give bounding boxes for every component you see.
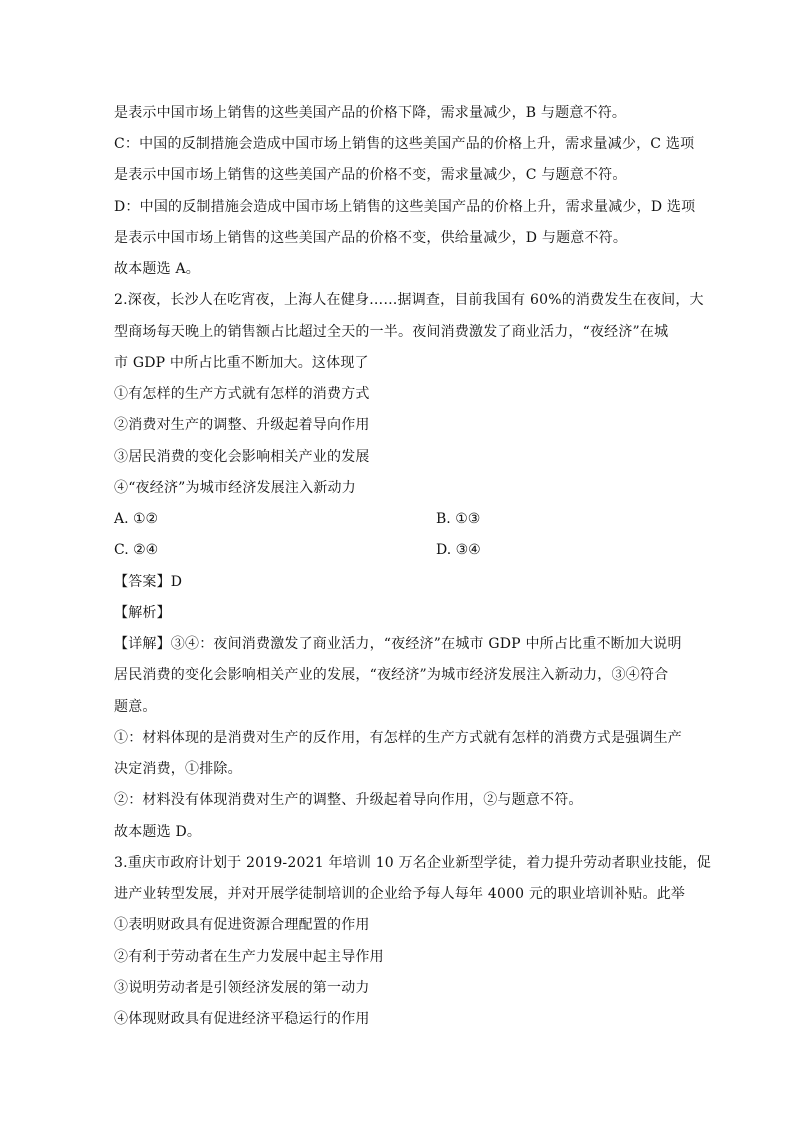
text-line: C：中国的反制措施会造成中国市场上销售的这些美国产品的价格上升，需求量减少，C 选项 [114,136,695,152]
text-line: D：中国的反制措施会造成中国市场上销售的这些美国产品的价格上升，需求量减少，D 选项 [114,199,696,215]
analysis-line: 故本题选 D。 [114,824,202,840]
question-2-item: ③居民消费的变化会影响相关产业的发展 [114,449,370,465]
analysis-line: 【详解】③④：夜间消费激发了商业活力，“夜经济”在城市 GDP 中所占比重不断加大说明 [114,636,682,652]
question-2-item: ④“夜经济”为城市经济发展注入新动力 [114,480,356,496]
question-3-item: ③说明劳动者是引领经济发展的第一动力 [114,980,370,996]
question-2-stem: 型商场每天晚上的销售额占比超过全天的一半。夜间消费激发了商业活力，“夜经济”在城 [114,324,669,340]
text-line: 故本题选 A。 [114,261,200,277]
question-2-item: ②消费对生产的调整、升级起着导向作用 [114,417,370,433]
analysis-line: 居民消费的变化会影响相关产业的发展，“夜经济”为城市经济发展注入新动力，③④符合 [114,667,669,683]
option-d: D. ③④ [436,542,481,558]
option-a: A. ①② [114,511,159,527]
analysis-label: 【解析】 [114,605,171,621]
analysis-line: 题意。 [114,699,157,715]
question-3-item: ②有利于劳动者在生产力发展中起主导作用 [114,949,384,965]
text-line: 是表示中国市场上销售的这些美国产品的价格不变，供给量减少，D 与题意不符。 [114,230,628,246]
analysis-line: ①：材料体现的是消费对生产的反作用，有怎样的生产方式就有怎样的消费方式是强调生产 [114,730,682,746]
option-c: C. ②④ [114,542,159,558]
question-3-item: ④体现财政具有促进经济平稳运行的作用 [114,1011,370,1027]
analysis-line: 决定消费，①排除。 [114,761,242,777]
answer-label: 【答案】D [114,574,183,590]
question-3-stem: 进产业转型发展，并对开展学徒制培训的企业给予每人每年 4000 元的职业培训补贴。此举 [114,886,686,902]
question-3-item: ①表明财政具有促进资源合理配置的作用 [114,917,370,933]
text-line: 是表示中国市场上销售的这些美国产品的价格不变，需求量减少，C 与题意不符。 [114,167,627,183]
option-b: B. ①③ [436,511,481,527]
text-line: 是表示中国市场上销售的这些美国产品的价格下降，需求量减少，B 与题意不符。 [114,105,627,121]
question-2-stem: 市 GDP 中所占比重不断加大。这体现了 [114,355,369,371]
question-2-item: ①有怎样的生产方式就有怎样的消费方式 [114,386,370,402]
analysis-line: ②：材料没有体现消费对生产的调整、升级起着导向作用，②与题意不符。 [114,792,583,808]
question-3-stem: 3.重庆市政府计划于 2019-2021 年培训 10 万名企业新型学徒，着力提升劳动者职业技能，促 [114,855,711,871]
question-2-stem: 2.深夜，长沙人在吃宵夜，上海人在健身……据调查，目前我国有 60%的消费发生在夜间，大 [114,292,704,308]
